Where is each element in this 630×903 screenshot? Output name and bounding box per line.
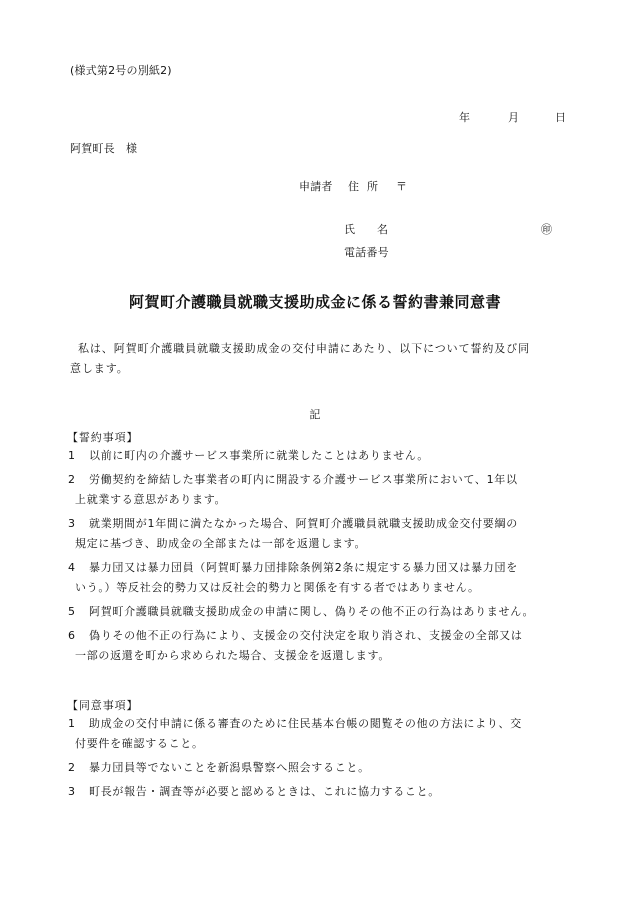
item-number: 1 [68, 717, 76, 730]
applicant-label: 申請者 [299, 180, 333, 193]
item-text: 阿賀町介護職員就職支援助成金の申請に関し、偽りその他不正の行為はありません。 [89, 605, 535, 618]
item-text: 町長が報告・調査等が必要と認めるときは、これに協力すること。 [89, 785, 440, 798]
consent-item-1-cont: 付要件を確認すること。 [75, 737, 204, 750]
consent-item-1 [68, 714, 522, 734]
pledge-item-1 [68, 446, 429, 466]
ki-heading: 記 [309, 408, 321, 421]
consent-heading: 【同意事項】 [67, 699, 139, 712]
pledge-item-6-cont: 一部の返還を町から求められた場合、支援金を返還します。 [75, 649, 391, 662]
date-day-label: 日 [555, 111, 567, 124]
item-number: 4 [68, 561, 76, 574]
intro-line-2: 意します。 [70, 362, 129, 375]
pledge-item-4-cont: いう。）等反社会的勢力又は反社会的勢力と関係を有する者ではありません。 [75, 581, 480, 594]
date-month-label: 月 [508, 111, 520, 124]
form-number-note: (様式第2号の別紙2) [70, 64, 172, 77]
pledge-item-2 [68, 470, 518, 490]
pledge-item-5 [68, 602, 534, 622]
consent-item-3 [68, 782, 440, 802]
item-text: 就業期間が1年間に満たなかった場合、阿賀町介護職員就職支援助成金交付要綱の [89, 517, 518, 530]
address-label: 住所 [348, 180, 386, 193]
item-number: 2 [68, 473, 76, 486]
item-text: 以前に町内の介護サービス事業所に就業したことはありません。 [89, 449, 429, 462]
name-label: 氏名 [344, 223, 410, 236]
pledge-heading: 【誓約事項】 [67, 431, 139, 444]
postal-mark: 〒 [396, 180, 408, 193]
phone-label: 電話番号 [344, 246, 389, 259]
date-year-label: 年 [459, 111, 471, 124]
item-text: 労働契約を締結した事業者の町内に開設する介護サービス事業所において、1年以 [89, 473, 518, 486]
item-number: 2 [68, 761, 76, 774]
pledge-item-3 [68, 514, 518, 534]
item-number: 3 [68, 785, 76, 798]
pledge-item-3-cont: 規定に基づき、助成金の全部または一部を返還します。 [75, 537, 367, 550]
item-text: 暴力団又は暴力団員（阿賀町暴力団排除条例第2条に規定する暴力団又は暴力団を [89, 561, 518, 574]
document-title: 阿賀町介護職員就職支援助成金に係る誓約書兼同意書 [128, 293, 501, 311]
item-number: 3 [68, 517, 76, 530]
intro-line-1: 私は、阿賀町介護職員就職支援助成金の交付申請にあたり、以下について誓約及び同 [78, 342, 530, 355]
item-number: 6 [68, 629, 76, 642]
consent-item-2 [68, 758, 370, 778]
item-text: 偽りその他不正の行為により、支援金の交付決定を取り消され、支援金の全部又は [89, 629, 523, 642]
pledge-item-6 [68, 626, 523, 646]
item-text: 助成金の交付申請に係る審査のために住民基本台帳の閲覧その他の方法により、交 [89, 717, 522, 730]
pledge-item-2-cont: 上就業する意思があります。 [75, 493, 227, 506]
item-text: 暴力団員等でないことを新潟県警察へ照会すること。 [89, 761, 370, 774]
addressee: 阿賀町長 様 [70, 142, 138, 155]
item-number: 5 [68, 605, 76, 618]
pledge-item-4 [68, 558, 518, 578]
seal-mark: ㊞ [541, 223, 553, 236]
item-number: 1 [68, 449, 76, 462]
